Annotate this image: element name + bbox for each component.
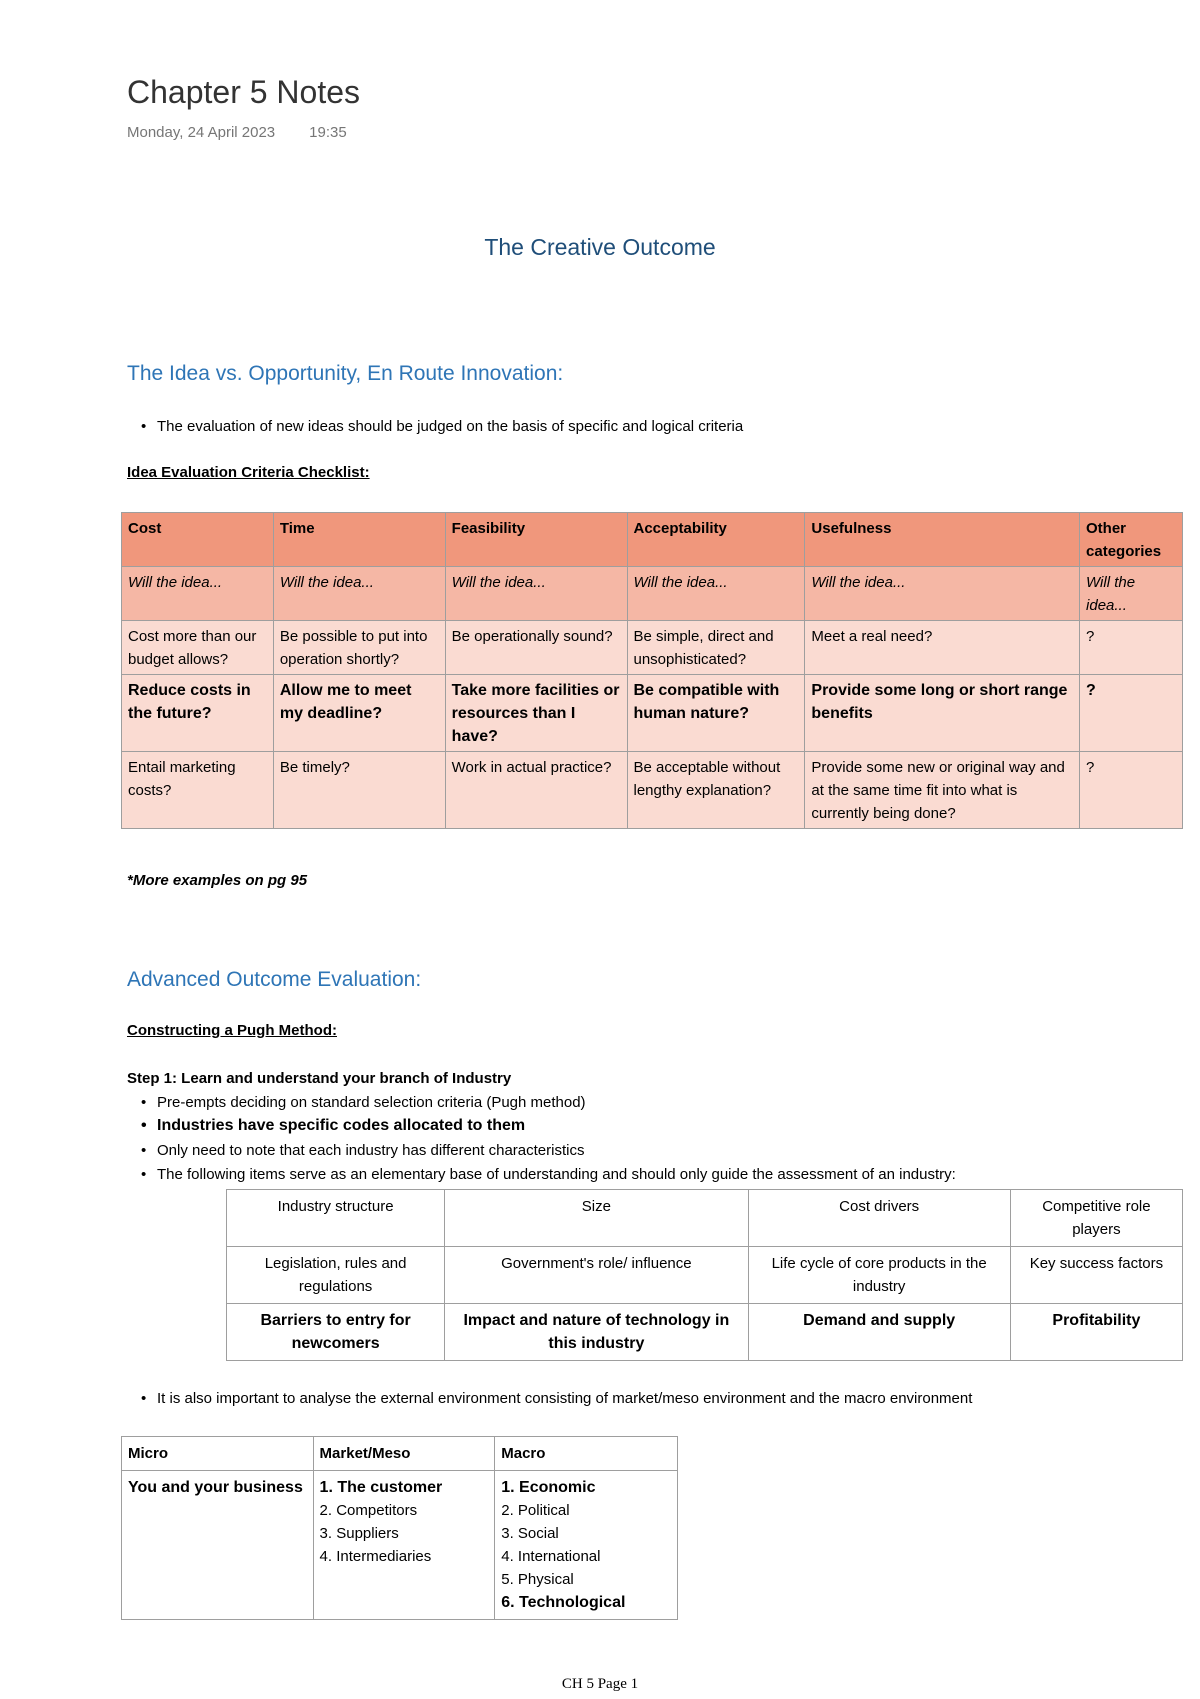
criteria-subheader-row <box>122 567 1183 621</box>
table-cell: ? <box>1080 752 1183 829</box>
step-text: Learn and understand your branch of Industry <box>177 1070 512 1087</box>
criteria-subheader: Will the idea... <box>273 567 445 621</box>
table-header: Market/Meso <box>313 1437 495 1471</box>
criteria-header: Time <box>273 513 445 567</box>
table-cell: Profitability <box>1010 1304 1182 1361</box>
table-cell: Meet a real need? <box>805 621 1080 675</box>
page-time: 19:35 <box>309 124 347 141</box>
table-cell: Be timely? <box>273 752 445 829</box>
table-cell: Impact and nature of technology in this industry <box>445 1304 748 1361</box>
table-cell: Be possible to put into operation shortly? <box>273 621 445 675</box>
list-item: 4. Intermediaries <box>319 1548 432 1565</box>
checklist-title: Idea Evaluation Criteria Checklist: <box>127 464 370 481</box>
step-1-line <box>127 1070 511 1087</box>
table-row <box>122 752 1183 829</box>
table-cell: Take more facilities or resources than I have? <box>445 675 627 752</box>
table-cell: Industry structure <box>227 1190 445 1247</box>
table-cell: Entail marketing costs? <box>122 752 274 829</box>
page-title: Chapter 5 Notes <box>127 74 361 110</box>
criteria-subheader: Will the idea... <box>445 567 627 621</box>
table-cell: Provide some long or short range benefits <box>805 675 1080 752</box>
table-cell: Government's role/ influence <box>445 1247 748 1304</box>
micro-cell <box>122 1471 314 1620</box>
table-row <box>122 675 1183 752</box>
table-cell: Be acceptable without lengthy explanation? <box>627 752 805 829</box>
list-item: 1. Economic <box>501 1479 596 1496</box>
table-cell: ? <box>1080 675 1183 752</box>
bullet-external-environment: • It is also important to analyse the external environment consisting of market/meso environment and the macro environment <box>157 1390 972 1407</box>
table-cell: Allow me to meet my deadline? <box>273 675 445 752</box>
table-cell: ? <box>1080 621 1183 675</box>
list-item: 2. Political <box>501 1502 570 1519</box>
table-row <box>122 621 1183 675</box>
criteria-table <box>121 512 1183 829</box>
criteria-header: Cost <box>122 513 274 567</box>
criteria-header: Usefulness <box>805 513 1080 567</box>
table-cell: Reduce costs in the future? <box>122 675 274 752</box>
table-row <box>227 1304 1183 1361</box>
list-item: • Industries have specific codes allocated to them <box>157 1117 525 1135</box>
table-header: Macro <box>495 1437 678 1471</box>
table-cell: Work in actual practice? <box>445 752 627 829</box>
criteria-subheader: Will the idea... <box>805 567 1080 621</box>
criteria-subheader: Will the idea... <box>1080 567 1183 621</box>
table-cell: Demand and supply <box>748 1304 1010 1361</box>
criteria-header: Feasibility <box>445 513 627 567</box>
list-item: • Pre-empts deciding on standard selection criteria (Pugh method) <box>157 1094 586 1111</box>
list-item: • Only need to note that each industry has different characteristics <box>157 1142 584 1159</box>
table-cell: Be operationally sound? <box>445 621 627 675</box>
criteria-header-row <box>122 513 1183 567</box>
list-item: • The following items serve as an elementary base of understanding and should only guide the assessment of an industry: <box>157 1166 956 1183</box>
pugh-method-title: Constructing a Pugh Method: <box>127 1022 337 1039</box>
table-cell: Be simple, direct and unsophisticated? <box>627 621 805 675</box>
table-cell: Size <box>445 1190 748 1247</box>
table-cell: Key success factors <box>1010 1247 1182 1304</box>
table-row <box>122 1437 678 1471</box>
main-heading: The Creative Outcome <box>484 234 716 260</box>
page-timestamp <box>127 124 347 141</box>
macro-cell <box>495 1471 678 1620</box>
criteria-header: Acceptability <box>627 513 805 567</box>
environment-table <box>121 1436 678 1620</box>
section-heading-advanced: Advanced Outcome Evaluation: <box>127 968 422 991</box>
section-heading-idea: The Idea vs. Opportunity, En Route Innovation: <box>127 362 564 385</box>
table-cell: Legislation, rules and regulations <box>227 1247 445 1304</box>
criteria-header: Other categories <box>1080 513 1183 567</box>
table-row <box>227 1190 1183 1247</box>
more-examples-note: *More examples on pg 95 <box>127 872 308 889</box>
table-row <box>122 1471 678 1620</box>
table-cell: Be compatible with human nature? <box>627 675 805 752</box>
list-item: 3. Social <box>501 1525 559 1542</box>
table-cell: Barriers to entry for newcomers <box>227 1304 445 1361</box>
table-row <box>227 1247 1183 1304</box>
meso-cell <box>313 1471 495 1620</box>
list-item: 4. International <box>501 1548 601 1565</box>
list-item: 2. Competitors <box>319 1502 418 1519</box>
table-cell: Cost drivers <box>748 1190 1010 1247</box>
table-header: Micro <box>122 1437 314 1471</box>
table-cell: Provide some new or original way and at the same time fit into what is currently being done? <box>805 752 1080 829</box>
micro-value: You and your business <box>128 1479 303 1496</box>
step-label: Step 1: <box>127 1070 178 1087</box>
industry-table <box>226 1189 1183 1361</box>
page-footer: CH 5 Page 1 <box>561 1676 639 1692</box>
criteria-subheader: Will the idea... <box>627 567 805 621</box>
criteria-subheader: Will the idea... <box>122 567 274 621</box>
table-cell: Cost more than our budget allows? <box>122 621 274 675</box>
table-cell: Competitive role players <box>1010 1190 1182 1247</box>
table-cell: Life cycle of core products in the industry <box>748 1247 1010 1304</box>
bullet-evaluation: • The evaluation of new ideas should be judged on the basis of specific and logical criteria <box>157 418 743 435</box>
list-item: 5. Physical <box>501 1571 574 1588</box>
list-item: 1. The customer <box>319 1479 443 1496</box>
list-item: 3. Suppliers <box>319 1525 399 1542</box>
page-date: Monday, 24 April 2023 <box>127 124 276 141</box>
list-item: 6. Technological <box>501 1594 626 1611</box>
